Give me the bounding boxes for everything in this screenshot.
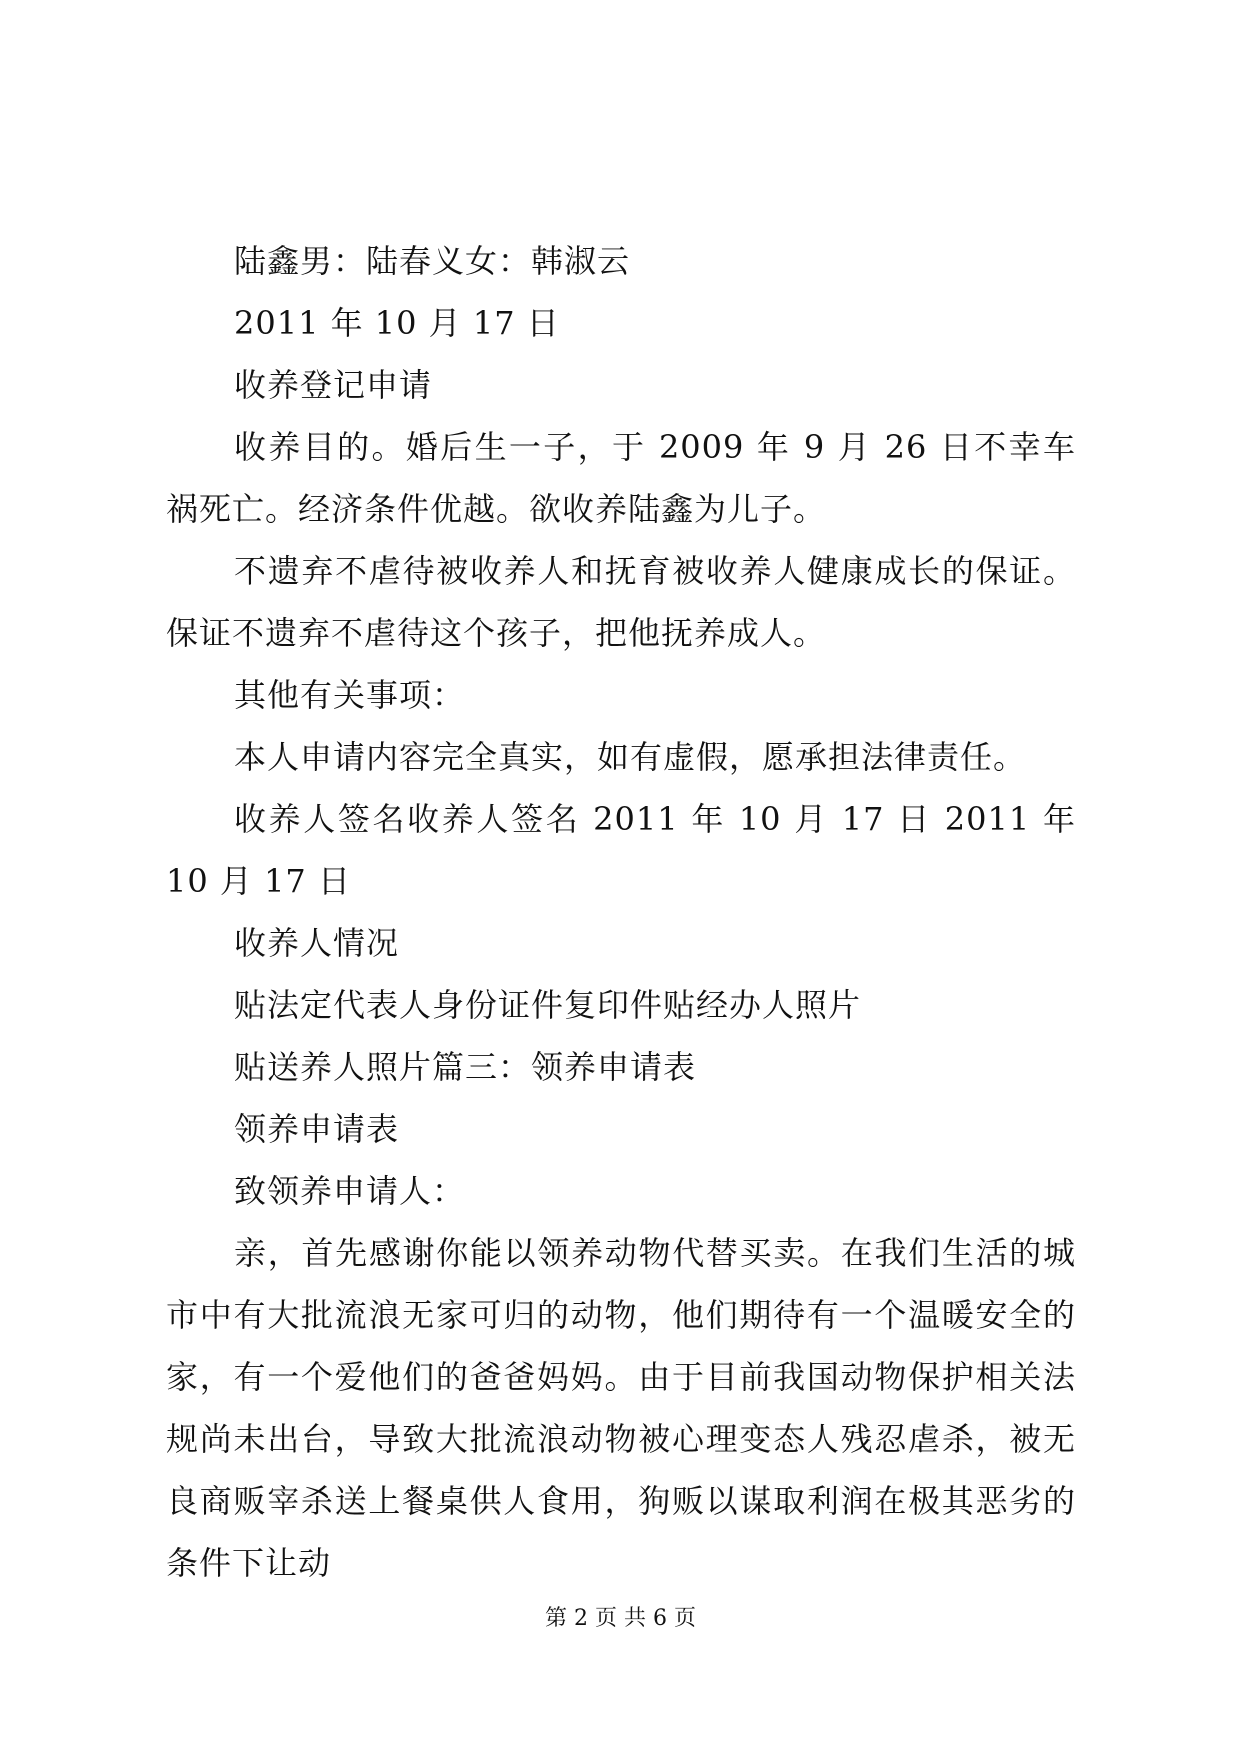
page-footer: 第 2 页 共 6 页: [545, 1606, 696, 1631]
paragraph-declaration: 本人申请内容完全真实，如有虚假，愿承担法律责任。: [234, 738, 1027, 776]
paragraph-adopter-situation: 收养人情况: [234, 924, 400, 962]
paragraph-form-title: 领养申请表: [234, 1110, 400, 1148]
paragraph-purpose: 收养目的。婚后生一子，于 2009 年 9 月 26 日不幸车祸死亡。经济条件优越。欲收养陆鑫为儿子。: [166, 428, 1076, 528]
paragraph-heading-registration: 收养登记申请: [234, 366, 433, 404]
paragraph-attach-id: 贴法定代表人身份证件复印件贴经办人照片: [234, 986, 862, 1024]
paragraph-date: 2011 年 10 月 17 日: [234, 304, 560, 342]
paragraph-salutation: 致领养申请人：: [234, 1172, 466, 1210]
paragraph-guarantee: 不遗弃不虐待被收养人和抚育被收养人健康成长的保证。保证不遗弃不虐待这个孩子，把他抚养成人。: [166, 552, 1076, 652]
paragraph-intro: 亲，首先感谢你能以领养动物代替买卖。在我们生活的城市中有大批流浪无家可归的动物，他们期待有一个温暖安全的家，有一个爱他们的爸爸妈妈。由于目前我国动物保护相关法规尚未出台，导致大批流浪动物被心理变态人残忍虐杀，被无良商贩宰杀送上餐桌供人食用，狗贩以谋取利润在极其恶劣的条件下让动: [166, 1234, 1076, 1582]
paragraph-names: 陆鑫男：陆春义女：韩淑云: [234, 242, 631, 280]
paragraph-other-matters: 其他有关事项：: [234, 676, 466, 714]
paragraph-attach-photo: 贴送养人照片篇三：领养申请表: [234, 1048, 697, 1086]
paragraph-signatures: 收养人签名收养人签名 2011 年 10 月 17 日 2011 年 10 月 17 日: [166, 800, 1076, 900]
document-body: [166, 230, 1076, 1594]
